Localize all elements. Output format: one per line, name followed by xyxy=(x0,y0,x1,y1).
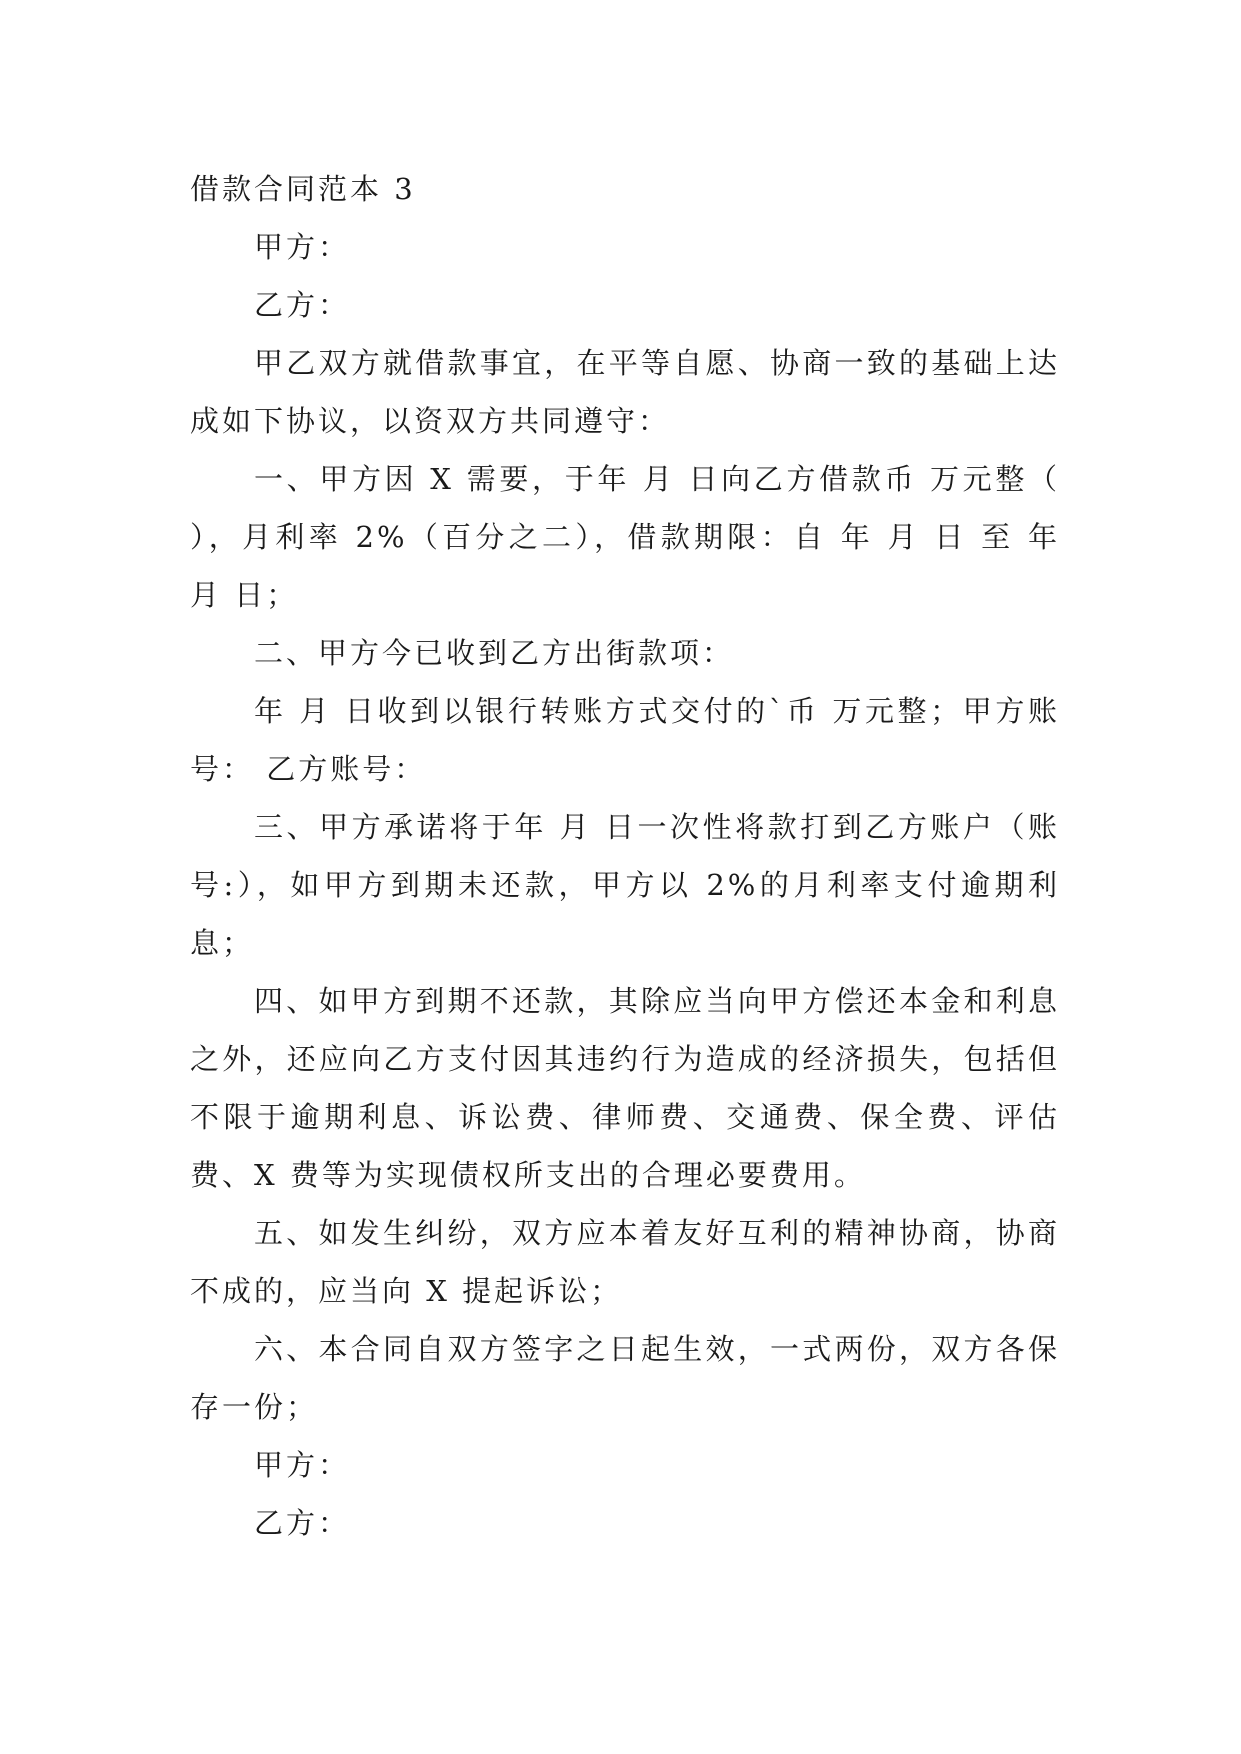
party-a-label: 甲方： xyxy=(254,230,351,264)
clause-5: 五、如发生纠纷，双方应本着友好互利的精神协商，协商不成的，应当向 X 提起诉讼； xyxy=(190,1216,1060,1308)
intro-paragraph: 甲乙双方就借款事宜，在平等自愿、协商一致的基础上达成如下协议，以资双方共同遵守： xyxy=(190,346,1060,438)
document-body xyxy=(190,160,1060,1552)
signature-party-b: 乙方： xyxy=(254,1506,351,1540)
clause-2-detail: 年 月 日收到以银行转账方式交付的`币 万元整；甲方账号： 乙方账号： xyxy=(190,694,1060,786)
clause-6: 六、本合同自双方签字之日起生效，一式两份，双方各保存一份； xyxy=(190,1332,1060,1424)
clause-3: 三、甲方承诺将于年 月 日一次性将款打到乙方账户（账号:），如甲方到期未还款，甲方以 2%的月利率支付逾期利息； xyxy=(190,810,1060,960)
clause-4: 四、如甲方到期不还款，其除应当向甲方偿还本金和利息之外，还应向乙方支付因其违约行为造成的经济损失，包括但不限于逾期利息、诉讼费、律师费、交通费、保全费、评估费、X 费等为实现债权所支出的合理必要费用。 xyxy=(190,984,1060,1192)
party-b-label: 乙方： xyxy=(254,288,351,322)
signature-party-a: 甲方： xyxy=(254,1448,351,1482)
document-title: 借款合同范本 3 xyxy=(190,172,416,206)
clause-2: 二、甲方今已收到乙方出街款项： xyxy=(254,636,735,670)
clause-1: 一、甲方因 X 需要，于年 月 日向乙方借款币 万元整（ ），月利率 2%（百分之二），借款期限：自 年 月 日 至 年 月 日； xyxy=(190,462,1060,612)
